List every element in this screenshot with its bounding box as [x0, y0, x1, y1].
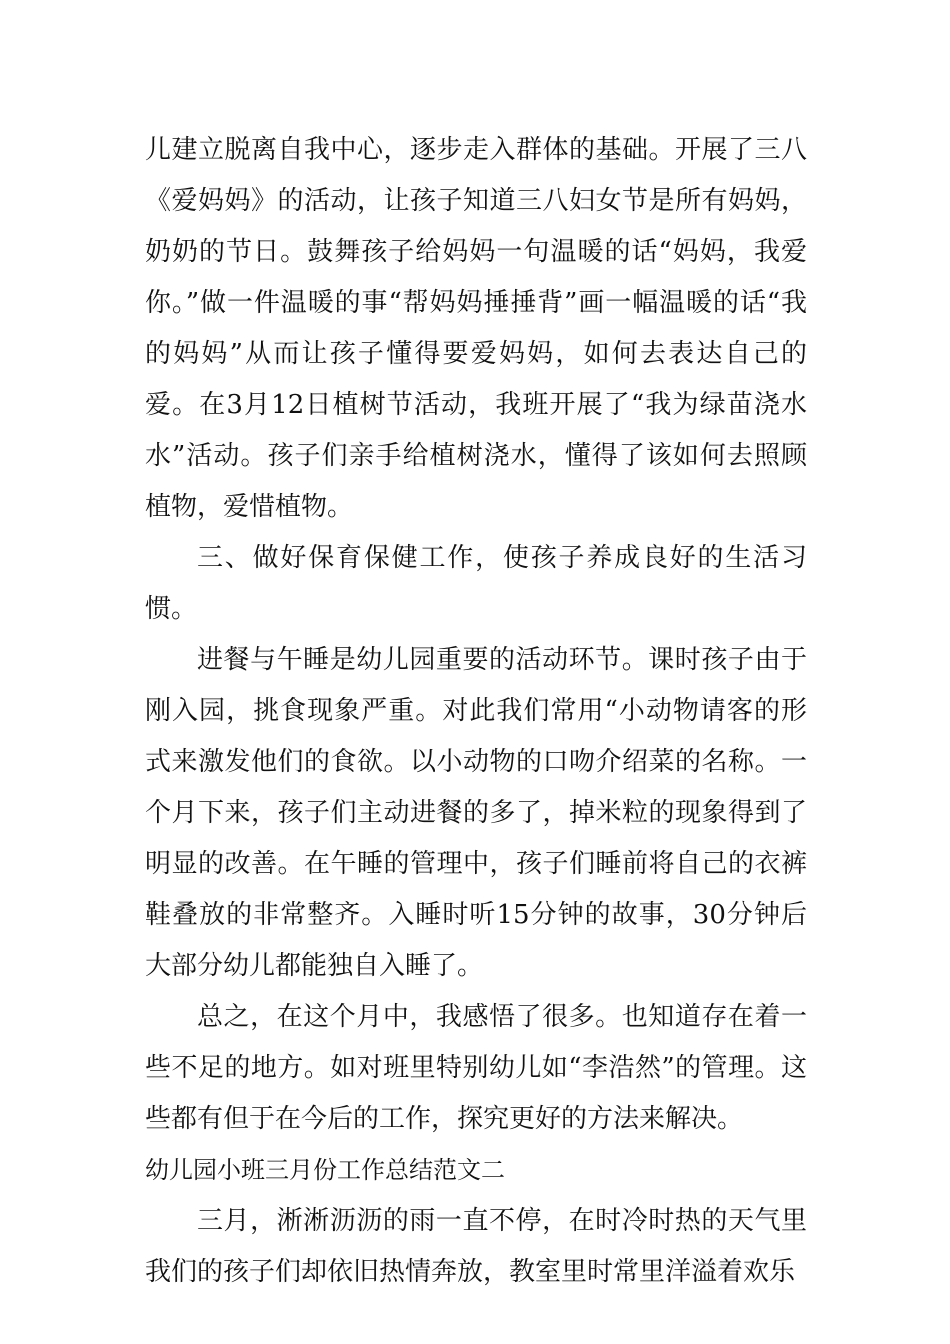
document-page [145, 125, 807, 1298]
section-title: 幼儿园小班三月份工作总结范文二 [145, 1156, 505, 1184]
paragraph-march-intro: 三月，淅淅沥沥的雨一直不停，在时冷时热的天气里我们的孩子们却依旧热情奔放，教室里时常里洋溢着欢乐 [145, 1206, 807, 1287]
paragraph-activities: 儿建立脱离自我中心，逐步走入群体的基础。开展了三八《爱妈妈》的活动，让孩子知道三八妇女节是所有妈妈，奶奶的节日。鼓舞孩子给妈妈一句温暖的话“妈妈，我爱你。”做一件温暖的事“帮妈妈捶捶背”画一幅温暖的话“我的妈妈”从而让孩子懂得要爱妈妈，如何去表达自己的爱。在3月12日植树节活动，我班开展了“我为绿苗浇水水”活动。孩子们亲手给植树浇水，懂得了该如何去照顾植物，爱惜植物。 [145, 135, 807, 522]
paragraph-summary: 总之，在这个月中，我感悟了很多。也知道存在着一些不足的地方。如对班里特别幼儿如“李浩然”的管理。这些都有但于在今后的工作，探究更好的方法来解决。 [145, 1002, 807, 1134]
paragraph-meals-naps: 进餐与午睡是幼儿园重要的活动环节。课时孩子由于刚入园，挑食现象严重。对此我们常用“小动物请客的形式来激发他们的食欲。以小动物的口吻介绍菜的名称。一个月下来，孩子们主动进餐的多了，掉米粒的现象得到了明显的改善。在午睡的管理中，孩子们睡前将自己的衣裤鞋叠放的非常整齐。入睡时听15分钟的故事，30分钟后大部分幼儿都能独自入睡了。 [145, 645, 807, 981]
paragraph-care-heading: 三、做好保育保健工作，使孩子养成良好的生活习惯。 [145, 543, 807, 624]
